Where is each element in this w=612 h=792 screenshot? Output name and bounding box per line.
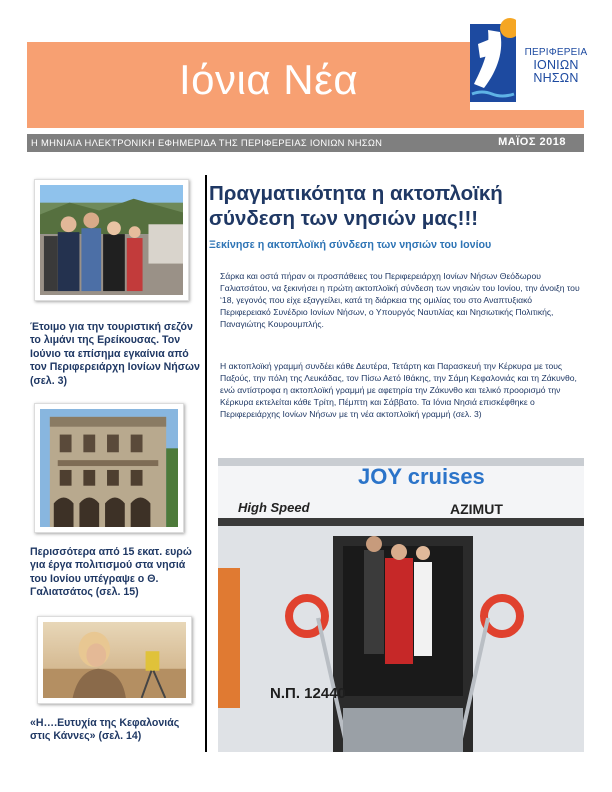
- film-still-image: [43, 622, 186, 698]
- article-headline: Πραγματικότητα η ακτοπλοϊκή σύνδεση των νησιών μας!!!: [209, 182, 503, 230]
- sidebar-photo-woman: [37, 616, 192, 704]
- masthead-subbar: [27, 134, 584, 152]
- logo-text: [520, 48, 592, 85]
- article-paragraph-1: Σάρκα και οστά πήραν οι προσπάθειες του Περιφερειάρχη Ιονίων Νήσων Θεόδωρου Γαλιατσάτου, να ξεκινήσει η πρώτη ακτοπλοϊκή σύνδεση των νησιών του Ιονίου, την άνοιξη του ‘18, γεγονός που είχε εξαγγείλει, κατά τη διάρκεια της ομιλίας του στο Αναπτυξιακό Περιφερειακό Συνέδριο Ιονίων Νήσων, ο Υπουργός Ναυτιλίας και Νησιωτικής Πολιτικής, Παναγιώτης Κουρουμπλής.: [220, 271, 580, 330]
- article-subheadline: Ξεκίνησε η ακτοπλοϊκή σύνδεση των νησιών του Ιονίου: [209, 239, 492, 251]
- port-image: [40, 185, 183, 295]
- sidebar-caption-2: Περισσότερα από 15 εκατ. ευρώ για έργα πολιτισμού στα νησιά του Ιονίου υπέγραψε ο Θ. Γαλιατσάτος (σελ. 15): [30, 546, 192, 599]
- newspaper-title: Ιόνια Νέα: [179, 56, 359, 103]
- logo-line-2: ΙΟΝΙΩΝ: [533, 57, 579, 72]
- hull-label-azimut: AZIMUT: [450, 501, 503, 517]
- sidebar-caption-3: «Η….Ευτυχία της Κεφαλονιάς στις Κάννες» (σελ. 14): [30, 717, 180, 743]
- hull-label-high-speed: High Speed: [238, 500, 310, 515]
- building-image: [40, 409, 178, 527]
- tagline: Η ΜΗΝΙΑΙΑ ΗΛΕΚΤΡΟΝΙΚΗ ΕΦΗΜΕΡΙΔΑ ΤΗΣ ΠΕΡΙΦΕΡΕΙΑΣ ΙΟΝΙΩΝ ΝΗΣΩΝ: [31, 137, 383, 148]
- article-paragraph-2: Η ακτοπλοϊκή γραμμή συνδέει κάθε Δευτέρα, Τετάρτη και Παρασκευή την Κέρκυρα με τους Παξούς, την πόλη της Λευκάδας, τον Πίσω Αετό Ιθάκης, την Σάμη Κεφαλονιάς και τη Ζάκυνθο, ενώ αντίστροφα η ακτοπλοϊκή γραμμή με αφετηρία την Ζάκυνθο και τελικό προορισμό την Κέρκυρα εκτελείται κάθε Τρίτη, Πέμπτη και Σάββατο. Τα Ιόνια Νησιά επισκέφθηκε ο Περιφερειάρχης Ιονίων Νήσων με τη νέα ακτοπλοϊκή γραμμή (σελ. 3): [220, 361, 577, 420]
- hull-registration: Ν.Π. 12440: [270, 685, 346, 702]
- logo-line-3: ΝΗΣΩΝ: [533, 70, 579, 85]
- column-divider: [205, 175, 207, 752]
- region-logo: [470, 14, 594, 110]
- joy-cruises-logo: JOY cruises: [358, 464, 485, 489]
- ferry-image: [218, 458, 584, 752]
- issue-date: ΜΑΪΟΣ 2018: [498, 136, 566, 148]
- logo-line-1: ΠΕΡΙΦΕΡΕΙΑ: [524, 47, 588, 58]
- sidebar-photo-port: [34, 179, 189, 301]
- sidebar-caption-1: Έτοιμο για την τουριστική σεζόν το λιμάνι της Ερείκουσας. Τον Ιούνιο τα επίσημα εγκαίνια από τον Περιφερειάρχη Ιονίων Νήσων (σελ. 3): [30, 321, 200, 387]
- ferry-photo: [218, 458, 584, 752]
- logo-sail-icon: [470, 14, 516, 110]
- sidebar-photo-building: [34, 403, 184, 533]
